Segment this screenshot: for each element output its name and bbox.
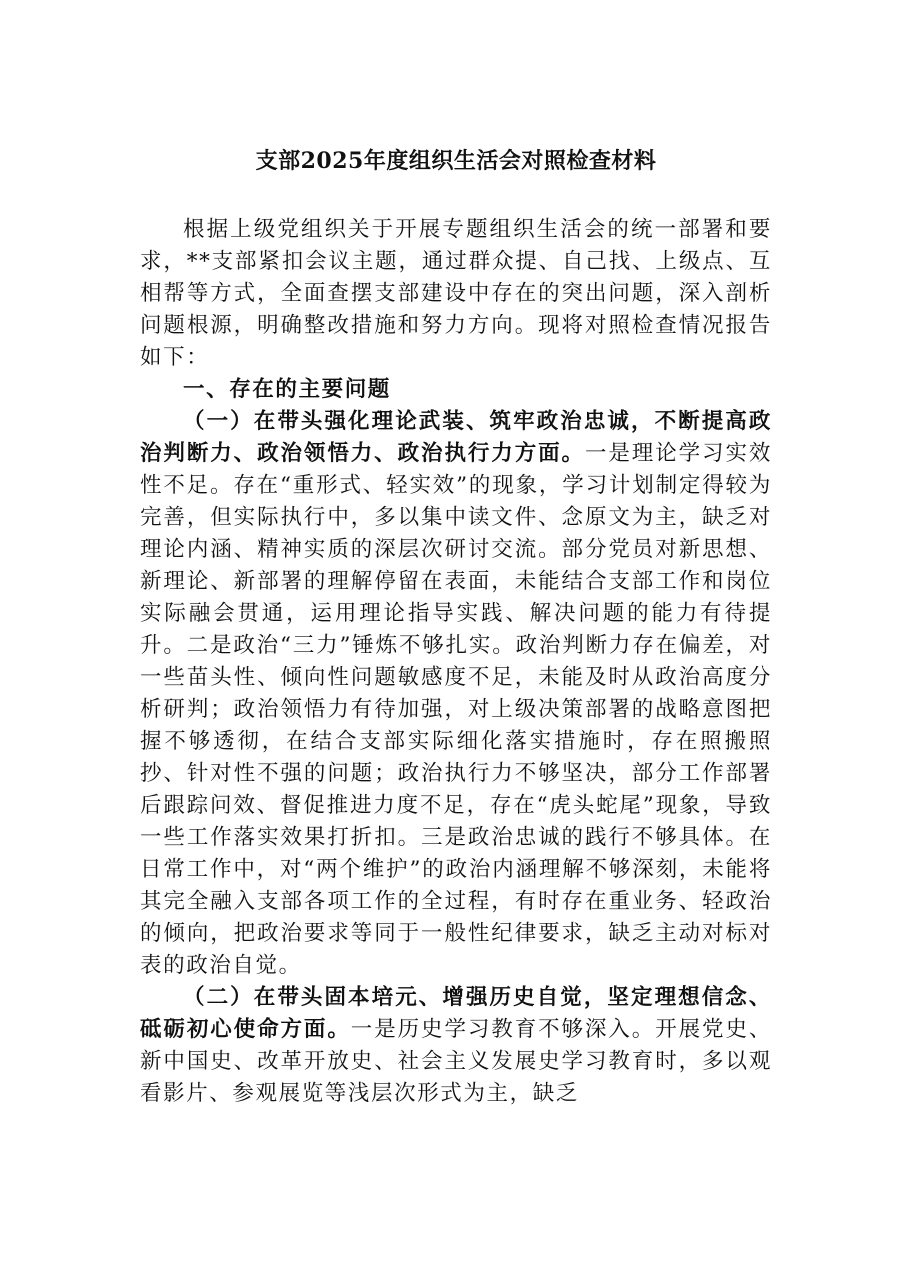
document-body [140,214,772,1110]
item-1-body: 一是理论学习实效性不足。存在“重形式、轻实效”的现象，学习计划制定得较为完善，但实际执行中，多以集中读文件、念原文为主，缺乏对理论内涵、精神实质的深层次研讨交流。部分党员对新思想、新理论、新部署的理解停留在表面，未能结合支部工作和岗位实际融会贯通，运用理论指导实践、解决问题的能力有待提升。二是政治“三力”锤炼不够扎实。政治判断力存在偏差，对一些苗头性、倾向性问题敏感度不足，未能及时从政治高度分析研判；政治领悟力有待加强，对上级决策部署的战略意图把握不够透彻，在结合支部实际细化落实措施时，存在照搬照抄、针对性不强的问题；政治执行力不够坚决，部分工作部署后跟踪问效、督促推进力度不足，存在“虎头蛇尾”现象，导致一些工作落实效果打折扣。三是政治忠诚的践行不够具体。在日常工作中，对“两个维护”的政治内涵理解不够深刻，未能将其完全融入支部各项工作的全过程，有时存在重业务、轻政治的倾向，把政治要求等同于一般性纪律要求，缺乏主动对标对表的政治自觉。 [140,441,772,978]
item-2-heading: （二）在带头固本培元、增强历史自觉，坚定理想信念、砥砺初心使命方面。 [140,985,772,1042]
intro-paragraph: 根据上级党组织关于开展专题组织生活会的统一部署和要求，**支部紧扣会议主题，通过群众提、自己找、上级点、互相帮等方式，全面查摆支部建设中存在的突出问题，深入剖析问题根源，明确整改措施和努力方向。现将对照检查情况报告如下： [140,217,772,370]
paragraph-item-1 [140,406,772,982]
item-1-heading: （一）在带头强化理论武装、筑牢政治忠诚，不断提高政治判断力、政治领悟力、政治执行力方面。 [140,409,772,466]
section-heading-problems: 一、存在的主要问题 [183,377,391,402]
paragraph-item-2 [140,982,772,1110]
document-title: 支部2025年度组织生活会对照检查材料 [255,148,657,174]
item-2-body: 一是历史学习教育不够深入。开展党史、新中国史、改革开放史、社会主义发展史学习教育时，多以观看影片、参观展览等浅层次形式为主，缺乏 [140,1017,772,1106]
